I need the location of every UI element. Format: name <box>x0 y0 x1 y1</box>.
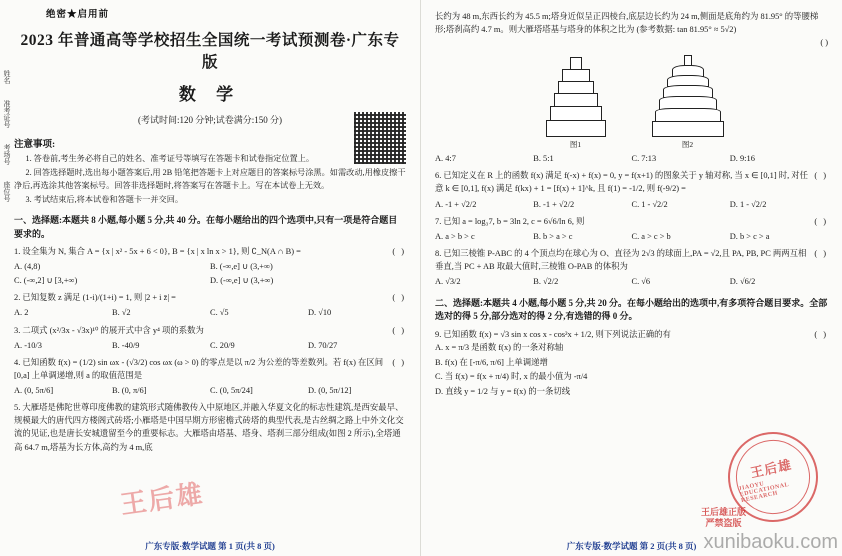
option[interactable]: B. (0, π/6] <box>112 386 147 396</box>
option[interactable]: D. (-∞,e] ∪ (3,+∞) <box>210 275 274 285</box>
sidebar-marks <box>3 70 15 218</box>
page-right <box>421 0 842 556</box>
question-stem: 2. 已知复数 z 满足 (1-i)/(1+i) = 1, 则 |2 + i z̄| = <box>14 293 176 303</box>
option[interactable]: B. √2/2 <box>533 277 559 287</box>
option[interactable]: A. -1 + √2/2 <box>435 199 477 209</box>
question-options <box>14 339 406 352</box>
qr-code-icon <box>354 112 406 164</box>
answer-paren: ( ) <box>820 38 828 48</box>
option[interactable]: D. 直线 y = 1/2 与 y = f(x) 的一条切线 <box>435 386 571 396</box>
figure-group <box>435 53 828 150</box>
answer-paren: ( ) <box>392 247 406 257</box>
question-stem: 1. 设全集为 N, 集合 A = {x | x² - 5x + 6 < 0}, B = {x | x ln x > 1}, 则 ∁_N(A ∩ B) = <box>14 247 301 257</box>
question-options <box>14 260 406 287</box>
question-2 <box>14 291 406 319</box>
figure-label: 图1 <box>569 140 582 150</box>
question-options <box>435 198 828 211</box>
option[interactable]: A. (4,8) <box>14 262 41 272</box>
question-1 <box>14 245 406 287</box>
option[interactable]: B. (-∞,e] ∪ (3,+∞) <box>210 262 273 272</box>
stamp-subtitle: JIAOYU EDUCATIONAL RESEARCH <box>738 480 790 504</box>
figure-label: 图2 <box>681 140 694 150</box>
option[interactable]: A. x = π/3 是函数 f(x) 的一条对称轴 <box>435 342 564 352</box>
question-stem: 3. 二项式 (x²/3x - √3x)¹⁰ 的展开式中含 y⁴ 项的系数为 <box>14 325 204 335</box>
option[interactable]: A. 2 <box>14 308 29 318</box>
answer-paren: ( ) <box>814 249 828 259</box>
pagoda-figure-icon <box>651 53 725 139</box>
notice-item: 1. 答卷前,考生务必将自己的姓名、准考证号等填写在答题卡和试卷指定位置上。 <box>25 154 315 163</box>
figure-2 <box>651 53 725 150</box>
option[interactable]: B. f(x) 在 [-π/6, π/6] 上单调递增 <box>435 357 548 367</box>
option[interactable]: C. a > c > b <box>631 231 671 241</box>
section-2-heading: 二、选择题:本题共 4 小题,每小题 5 分,共 20 分。在每小题给出的选项中,有多项符合题目要求。全部选对的得 5 分,部分选对的得 2 分,有选错的得 0 分。 <box>435 297 828 322</box>
notice-item: 2. 回答选择题时,选出每小题答案后,用 2B 铅笔把答题卡上对应题目的答案标号涂黑。如需改动,用橡皮擦干净后,再选涂其他答案标号。回答非选择题时,将答案写在答题卡上。写在本试卷上无效。 <box>14 168 406 190</box>
question-options <box>435 230 828 243</box>
option[interactable]: B. b > a > c <box>533 231 573 241</box>
answer-paren: ( ) <box>392 325 406 335</box>
pagoda-figure-icon <box>539 53 613 139</box>
question-options <box>14 306 406 319</box>
notice-heading: 注意事项: <box>14 140 56 150</box>
question-stem: 9. 已知函数 f(x) = √3 sin x cos x - cos²x + 1/2, 则下列说法正确的有 <box>435 329 671 339</box>
question-3 <box>14 324 406 352</box>
option[interactable]: A. √3/2 <box>435 277 461 287</box>
option[interactable]: D. (0, 5π/12] <box>308 386 352 396</box>
site-watermark: xunibaoku.com <box>703 531 838 553</box>
section-1-heading: 一、选择题:本题共 8 小题,每小题 5 分,共 40 分。在每小题给出的四个选项中,只有一项是符合题目要求的。 <box>14 215 398 239</box>
option[interactable]: A. -10/3 <box>14 340 42 350</box>
option[interactable]: B. √2 <box>112 308 131 318</box>
anti-piracy-watermark <box>701 507 746 530</box>
question-options <box>435 341 828 400</box>
question-9 <box>435 328 828 400</box>
option[interactable]: C. 1 - √2/2 <box>631 199 668 209</box>
sidebar-mark-2: 考场号 <box>3 144 12 165</box>
question-stem: 8. 已知三棱锥 P-ABC 的 4 个顶点均在球心为 O、直径为 2√3 的球面上,PA = √2,且 PA, PB, PC 两两互相垂直,当 PC + AB 取最大值时,三棱锥 O-PAB 的体积为 <box>435 249 807 272</box>
question-5-continued: 长约为 48 m,东西长约为 45.5 m;塔身近似呈正四棱台,底层边长约为 24 m,侧面是底角约为 81.95° 的等腰梯形;塔刹高约 4.7 m。则大雁塔塔基与塔身的体积之比为 (参考数据: tan 81.95° ≈ 5√2) <box>435 12 819 35</box>
option[interactable]: C. (-∞,2] ∪ [3,+∞) <box>14 275 78 285</box>
option[interactable]: B. 5:1 <box>533 154 554 164</box>
seal-text: 绝密★启用前 <box>46 10 110 20</box>
option[interactable]: A. 4:7 <box>435 154 456 164</box>
question-4 <box>14 356 406 397</box>
answer-paren: ( ) <box>814 216 828 226</box>
question-stem: 7. 已知 a = log₃7, b = 3ln 2, c = 6√6/ln 6, 则 <box>435 216 585 226</box>
answer-paren: ( ) <box>814 171 828 181</box>
answer-paren: ( ) <box>392 293 406 303</box>
footer-left: 广东专版·数学试题 第 1 页(共 8 页) <box>145 541 275 551</box>
option[interactable]: D. b > c > a <box>729 231 770 241</box>
sidebar-mark-1: 准考证号 <box>3 100 12 128</box>
watermark-left: 王后雄 <box>118 479 206 520</box>
question-7 <box>435 215 828 243</box>
anti-piracy-line-1: 王后雄正版 <box>700 506 746 517</box>
sidebar-mark-3: 座位号 <box>3 181 12 202</box>
option[interactable]: A. a > b > c <box>435 231 475 241</box>
question-options <box>14 384 406 397</box>
question-stem: 4. 已知函数 f(x) = (1/2) sin ωx - (√3/2) cos ωx (ω > 0) 的零点是以 π/2 为公差的等差数列。若 f(x) 在区间 [0,a] 上单调递增,则 a 的取值范围是 <box>14 357 384 380</box>
question-8 <box>435 247 828 288</box>
option[interactable]: C. √5 <box>210 308 229 318</box>
page-title: 2023 年普通高等学校招生全国统一考试预测卷·广东专版 <box>20 32 400 71</box>
notice-item: 3. 考试结束后,将本试卷和答题卡一并交回。 <box>25 194 184 204</box>
question-5-options <box>435 152 828 165</box>
option[interactable]: C. 当 f(x) = f(x + π/4) 时, x 的最小值为 -π/4 <box>435 372 588 382</box>
figure-1 <box>539 53 613 150</box>
option[interactable]: C. 7:13 <box>631 154 657 164</box>
option[interactable]: D. 1 - √2/2 <box>729 199 767 209</box>
footer-right: 广东专版·数学试题 第 2 页(共 8 页) <box>566 541 697 551</box>
question-stem: 6. 已知定义在 R 上的函数 f(x) 满足 f(-x) + f(x) = 0, y = f(x+1) 的图象关于 y 轴对称, 当 x ∈ [0,1] 时, 对任意 k ∈ [0,1], f(x) 满足 f(kx) + 1 = [f(x) + 1]^k, 且 f(1) = -1/2, 则 f(-9/2) = <box>435 171 809 194</box>
stamp-title: 王后雄 <box>749 456 794 480</box>
option[interactable]: D. 9:16 <box>729 154 755 164</box>
subject-title: 数 学 <box>178 85 242 104</box>
question-stem: 5. 大雁塔是佛陀世尊印度佛教的建筑形式随佛教传入中原地区,并融入华夏文化的标志性建筑,是西安最早、规模最大的唐代四方楼阁式砖塔;小雁塔是中国早期方形密檐式砖塔的典型代表,是古丝绸之路上中外文化交流的见证,也是唐长安城遗留至今的重要标志。大雁塔由塔基、塔身、塔刹三部分组成(如图 2 所示),全塔通高 64.7 m,塔基为长方体,高约为 4 m,底 <box>14 403 404 452</box>
option[interactable]: D. √6/2 <box>729 277 756 287</box>
option[interactable]: B. -40/9 <box>112 340 140 350</box>
sidebar-mark-0: 姓名 <box>3 70 12 84</box>
anti-piracy-line-2: 严禁盗版 <box>705 518 742 529</box>
option[interactable]: C. (0, 5π/24] <box>210 386 253 396</box>
option[interactable]: A. (0, 5π/6] <box>14 386 54 396</box>
question-6 <box>435 169 828 210</box>
exam-info: (考试时间:120 分钟;试卷满分:150 分) <box>138 115 282 125</box>
question-options <box>435 275 828 288</box>
answer-paren: ( ) <box>814 329 828 339</box>
answer-paren: ( ) <box>392 357 406 367</box>
question-5 <box>14 401 406 453</box>
option[interactable]: B. -1 + √2/2 <box>533 199 575 209</box>
option[interactable]: D. 70/27 <box>308 340 338 350</box>
option[interactable]: C. 20/9 <box>210 340 235 350</box>
option[interactable]: C. √6 <box>631 277 651 287</box>
option[interactable]: D. √10 <box>308 308 332 318</box>
